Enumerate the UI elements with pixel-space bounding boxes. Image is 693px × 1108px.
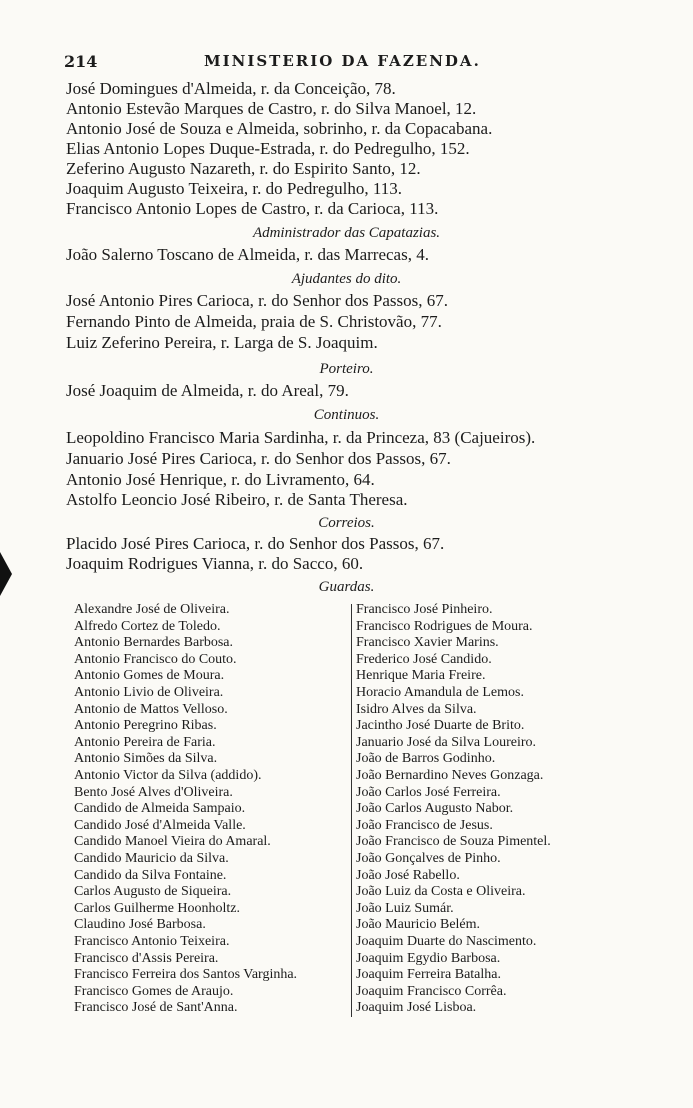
guarda-name: Antonio Simões da Silva. [74,751,218,767]
guarda-name: Alexandre José de Oliveira. [74,602,230,617]
guarda-name: Joaquim Ferreira Batalha. [356,967,502,983]
guarda-name: João Mauricio Belém. [356,917,481,933]
guarda-name: Francisco Antonio Teixeira. [74,934,230,949]
guarda-name: João Francisco de Jesus. [356,817,493,833]
guarda-name: Carlos Augusto de Siqueira. [74,884,232,900]
guarda-name: Isidro Alves da Silva. [356,701,477,717]
guarda-name: Joaquim Francisco Corrêa. [356,983,507,999]
entry-line: José Antonio Pires Carioca, r. do Senhor dos Passos, 67. [66,291,449,310]
guarda-name: João José Rabello. [356,867,460,883]
entry-line: Antonio José de Souza e Almeida, sobrinho, r. da Copacabana. [66,119,493,138]
guarda-name: Henrique Maria Freire. [356,668,486,684]
running-title: MINISTERIO DA FAZENDA. [204,52,481,70]
entry-line: Fernando Pinto de Almeida, praia de S. Christovão, 77. [66,312,442,331]
guarda-name: Antonio Bernardes Barbosa. [74,635,234,651]
guarda-name: Candido José d'Almeida Valle. [74,817,246,833]
guarda-name: Bento José Alves d'Oliveira. [74,784,233,800]
guarda-name: Francisco Gomes de Araujo. [74,983,234,999]
section-heading: Porteiro. [319,361,374,377]
guarda-name: Carlos Guilherme Hoonholtz. [74,900,241,916]
entry-line: Placido José Pires Carioca, r. do Senhor dos Passos, 67. [66,534,445,553]
entry-line: Leopoldino Francisco Maria Sardinha, r. da Princeza, 83 (Cajueiros). [66,428,536,447]
guarda-name: Francisco José de Sant'Anna. [74,1000,238,1016]
section-heading: Administrador das Capatazias. [252,225,441,241]
entry-line: Joaquim Rodrigues Vianna, r. do Sacco, 60. [66,554,364,573]
entry-line: Joaquim Augusto Teixeira, r. do Pedregulho, 113. [66,179,402,198]
entry-line: Antonio José Henrique, r. do Livramento, 64. [66,470,375,489]
guarda-name: Joaquim José Lisboa. [356,1000,477,1016]
section-heading: Correios. [318,515,375,531]
guarda-name: João de Barros Godinho. [356,751,496,767]
guarda-name: Antonio de Mattos Velloso. [74,701,228,717]
guarda-name: João Carlos José Ferreira. [356,784,501,800]
guarda-name: Joaquim Egydio Barbosa. [356,950,501,966]
guarda-name: Francisco d'Assis Pereira. [74,950,219,966]
guarda-name: João Luiz Sumár. [356,900,454,916]
guarda-name: Frederico José Candido. [356,651,492,667]
page-number: 214 [64,52,98,71]
section-heading: Guardas. [318,579,375,595]
column-divider [351,604,352,1017]
guarda-name: Antonio Francisco do Couto. [74,651,237,667]
entry-line: Elias Antonio Lopes Duque-Estrada, r. do Pedregulho, 152. [66,139,470,158]
guarda-name: Francisco José Pinheiro. [356,602,493,617]
guarda-name: João Carlos Augusto Nabor. [356,801,514,817]
guarda-name: Antonio Peregrino Ribas. [74,718,217,734]
guarda-name: Januario José da Silva Loureiro. [356,734,537,750]
guarda-name: Antonio Victor da Silva (addido). [74,768,262,783]
guarda-name: Candido Mauricio da Silva. [74,851,229,866]
guarda-name: Candido da Silva Fontaine. [74,867,227,883]
guarda-name: Horacio Amandula de Lemos. [356,685,524,700]
entry-line: João Salerno Toscano de Almeida, r. das Marrecas, 4. [66,245,429,264]
guarda-name: Francisco Rodrigues de Moura. [356,618,533,634]
entry-line: Astolfo Leoncio José Ribeiro, r. de Santa Theresa. [66,490,408,509]
entry-line: Francisco Antonio Lopes de Castro, r. da Carioca, 113. [66,199,439,218]
guarda-name: Alfredo Cortez de Toledo. [74,618,221,634]
guarda-name: Claudino José Barbosa. [74,917,206,933]
entry-line: José Domingues d'Almeida, r. da Conceição, 78. [66,79,396,98]
guarda-name: Candido Manoel Vieira do Amaral. [74,834,271,850]
guarda-name: Francisco Xavier Marins. [356,635,499,651]
running-header [64,52,504,74]
guarda-name: Jacintho José Duarte de Brito. [356,718,525,734]
guarda-name: Antonio Pereira de Faria. [74,734,216,750]
entry-line: Antonio Estevão Marques de Castro, r. do Silva Manoel, 12. [66,99,477,118]
entry-line: Zeferino Augusto Nazareth, r. do Espirito Santo, 12. [66,159,421,178]
entry-line: José Joaquim de Almeida, r. do Areal, 79. [66,381,349,400]
guarda-name: João Bernardino Neves Gonzaga. [356,768,544,783]
entry-line: Januario José Pires Carioca, r. do Senhor dos Passos, 67. [66,449,451,468]
guarda-name: João Luiz da Costa e Oliveira. [356,884,526,900]
entry-line: Luiz Zeferino Pereira, r. Larga de S. Joaquim. [66,333,378,352]
guarda-name: Francisco Ferreira dos Santos Varginha. [74,967,298,983]
guarda-name: João Gonçalves de Pinho. [356,851,501,866]
section-heading: Continuos. [313,407,380,423]
guarda-name: Antonio Gomes de Moura. [74,668,225,684]
guarda-name: João Francisco de Souza Pimentel. [356,834,551,850]
guarda-name: Antonio Livio de Oliveira. [74,685,224,700]
section-heading: Ajudantes do dito. [291,271,402,287]
guarda-name: Joaquim Duarte do Nascimento. [356,934,537,949]
guarda-name: Candido de Almeida Sampaio. [74,801,246,817]
